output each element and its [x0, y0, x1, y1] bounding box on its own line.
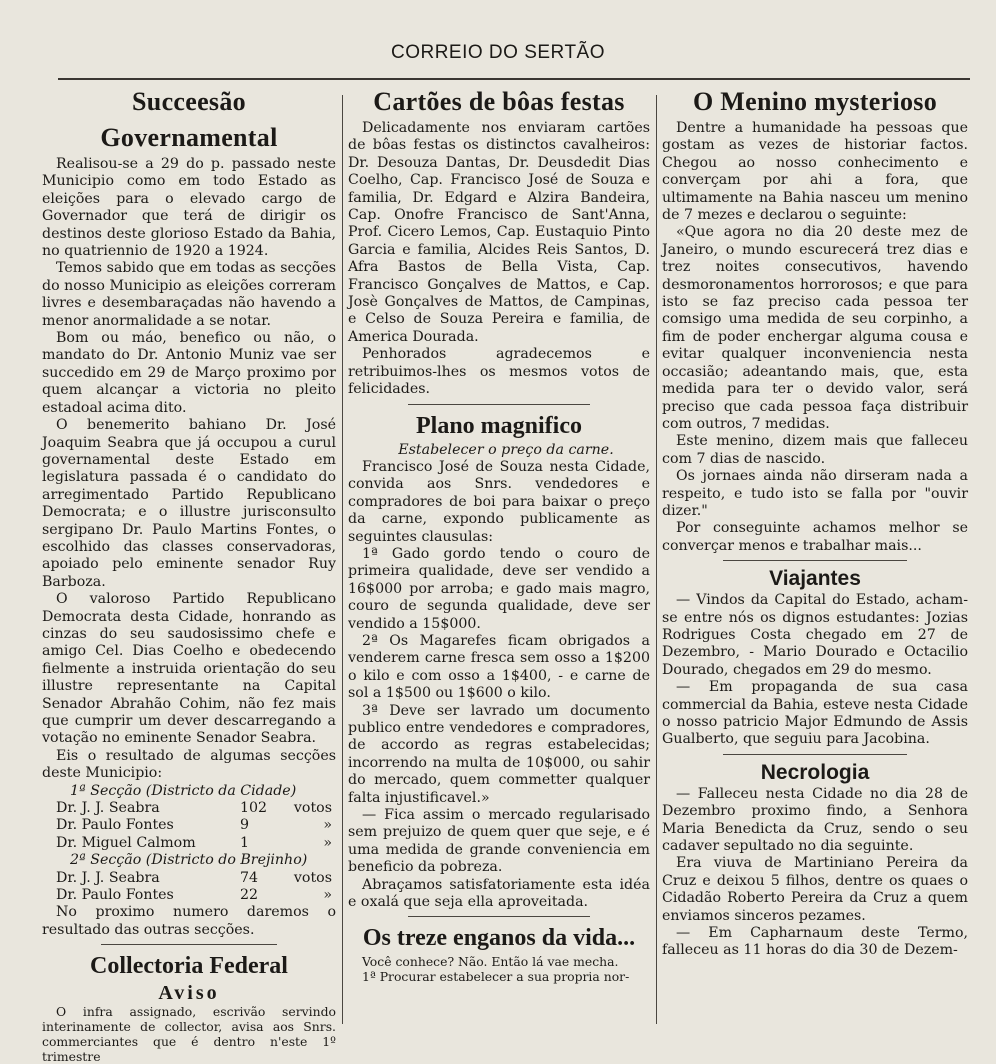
paragraph: Você conhece? Não. Então lá vae mecha. [362, 954, 619, 970]
column-left [42, 84, 336, 1064]
divider [408, 404, 589, 405]
vote-count: 102 [240, 800, 268, 817]
candidate-name: Dr. Paulo Fontes [56, 887, 174, 904]
paragraph: O valoroso Partido Republicano Democrata desta Cidade, honrando as cinzas do seu saudosissimo chefe e amigo Cel. Dias Coelho e obedecendo fielmente a instruida orientação do seu illustre representante na Capital Senador Abrahão Cohim, não fez mais que cumprir um dever descarregando a votação no eminente Senador Seabra. [42, 591, 336, 747]
paragraph: O benemerito bahiano Dr. José Joaquim Seabra que já occupou a curul governamental deste Estado em legislatura passada é o candidato do arregimentado Partido Republicano Democrata; e o illustre jurisconsulto sergipano Dr. Paulo Martins Fontes, o escolhido das classes conservadoras, apoiado pelo eminente senador Ruy Barboza. [42, 417, 336, 590]
article-title: Collectoria Federal [90, 953, 288, 980]
divider [101, 944, 277, 945]
paragraph: Delicadamente nos enviaram cartões de bôas festas os distinctos cavalheiros: Dr. Desouza Dantas, Dr. Deusdedit Dias Coelho, Cap. Francisco José de Souza e familia, Dr. Edgard e Alzira Bandeira, Cap. Onofre Francisco de Sant'Anna, Prof. Cicero Lemos, Cap. Eustaquio Pinto Garcia e familia, Alcides Reis Santos, D. Afra Bastos de Bella Vista, Cap. Francisco Gonçalves de Mattos, e Cap. Josè Gonçalves de Mattos, de Campinas, e Celso de Souza Pereira e familia, de America Dourada. [348, 120, 650, 345]
paragraph: Abraçamos satisfatoriamente esta idéa e oxalá que seja ella aproveitada. [348, 876, 650, 911]
result-row [42, 835, 336, 852]
column-divider [342, 95, 343, 1024]
article-subtitle: Aviso [158, 982, 220, 1005]
paragraph: Dentre a humanidade ha pessoas que gostam as vezes de historiar factos. Chegou ao nosso conhecimento e converçam por ahi a fora, que ultimamente na Bahia nasceu um menino de 7 mezes e declarou o seguinte: [662, 120, 968, 224]
paragraph: Os jornaes ainda não dirseram nada a respeito, e tudo isto se falla por "ouvir dizer." [662, 468, 968, 519]
paragraph: No proximo numero daremos o resultado das outras secções. [42, 904, 336, 938]
paragraph: Penhorados agradecemos e retribuimos-lhes os mesmos votos de felicidades. [348, 346, 650, 398]
paragraph: Francisco José de Souza nesta Cidade, convida aos Snrs. vendedores e compradores de boi para baixar o preço da carne, expondo publicamente as seguintes clausulas: [348, 458, 650, 545]
paragraph: Bom ou máo, benefico ou não, o mandato do Dr. Antonio Muniz vae ser succedido em 29 de Março proximo por quem alcançar a victoria no pleito estadoal acima dito. [42, 330, 336, 416]
vote-unit: » [323, 817, 332, 834]
masthead: CORREIO DO SERTÃO [390, 42, 605, 63]
result-row [42, 887, 336, 904]
article-title: Succeesão Governamental [100, 87, 278, 152]
article-title: Cartões de bôas festas [373, 87, 625, 116]
paragraph: — Falleceu nesta Cidade no dia 28 de Dezembro proximo findo, a Senhora Maria Benedicta da Cruz, sendo o seu cadaver sepultado no dia seguinte. [662, 785, 968, 855]
paragraph: 3ª Deve ser lavrado um documento publico entre vendedores e compradores, de accordo as regras estabelecidas; incorrendo na multa de 10$000, ou sahir do mercado, quem commetter qualquer falta injustificavel.» [348, 702, 650, 806]
divider [723, 754, 907, 755]
top-rule [58, 78, 970, 80]
vote-unit: » [323, 834, 332, 851]
paragraph: «Que agora no dia 20 deste mez de Janeiro, o mundo escurecerá trez dias e trez noites consecutivos, havendo desmoronamentos horrorosos; e que para isto se faz preciso cada pessoa ter comsigo uma medida de seu corpinho, a fim de poder enchergar alguma cousa e evitar qualquer inconveniencia nesta occasião; adeantando mais, que, esta medida para ter o devido valor, será preciso que cada pessoa faça distribuir com outros, 7 medidas. [662, 224, 968, 432]
section-heading: 2ª Secção (Districto do Brejinho) [70, 852, 308, 869]
section-heading: 1ª Secção (Districto da Cidade) [70, 782, 297, 799]
candidate-name: Dr. Miguel Calmom [56, 834, 196, 851]
divider [723, 560, 907, 561]
paragraph: 1ª Procurar estabelecer a sua propria nor- [362, 969, 630, 985]
vote-count: 22 [240, 887, 259, 904]
paragraph: Por conseguinte achamos melhor se converçar menos e trabalhar mais... [662, 520, 968, 554]
article-title: Viajantes [769, 567, 861, 591]
paragraph: — Em Capharnaum deste Termo, falleceu as 11 horas do dia 30 de Dezem- [662, 925, 968, 959]
article-subtitle: Estabelecer o preço da carne. [398, 441, 614, 458]
result-row [42, 870, 336, 887]
result-row [42, 800, 336, 817]
candidate-name: Dr. J. J. Seabra [56, 800, 160, 817]
article-title: Os treze enganos da vida... [362, 925, 636, 952]
paragraph: — Vindos da Capital do Estado, acham-se entre nós os dignos estudantes: Jozias Rodrigues Costa chegado em 27 de Dezembro, - Mario Dourado e Octacilio Dourado, chegados em 29 do mesmo. [662, 592, 968, 678]
candidate-name: Dr. J. J. Seabra [56, 869, 160, 886]
paragraph: 2ª Os Magarefes ficam obrigados a venderem carne fresca sem osso a 1$200 o kilo e com osso a 1$400, - e carne de sol a 1$500 ou 1$600 o kilo. [348, 632, 650, 702]
paragraph: Este menino, dizem mais que falleceu com 7 dias de nascido. [662, 433, 968, 467]
vote-unit: votos [293, 800, 332, 817]
vote-count: 74 [240, 869, 259, 886]
vote-unit: » [323, 887, 332, 904]
divider [408, 916, 589, 917]
vote-count: 9 [240, 817, 250, 834]
candidate-name: Dr. Paulo Fontes [56, 817, 174, 834]
article-title: Plano magnifico [416, 412, 582, 439]
paragraph: Eis o resultado de algumas secções deste Municipio: [42, 747, 336, 782]
vote-count: 1 [240, 834, 250, 851]
result-row [42, 817, 336, 834]
paragraph: Era viuva de Martiniano Pereira da Cruz e deixou 5 filhos, dentre os quaes o Cidadão Roberto Pereira da Cruz a quem enviamos sinceros pezames. [662, 855, 968, 924]
paragraph: — Em propaganda de sua casa commercial da Bahia, esteve nesta Cidade o nosso patricio Major Edmundo de Assis Gualberto, que seguiu para Jacobina. [662, 679, 968, 748]
paragraph: — Fica assim o mercado regularisado sem prejuizo de quem quer que seje, e é uma medida de grande conveniencia em beneficio da pobreza. [348, 807, 650, 876]
vote-unit: votos [293, 869, 332, 886]
paragraph: 1ª Gado gordo tendo o couro de primeira qualidade, deve ser vendido a 16$000 por arroba; e gado mais magro, couro de segunda qualidade, deve ser vendido a 15$000. [348, 545, 650, 632]
column-divider [656, 95, 657, 1024]
paragraph: Realisou-se a 29 do p. passado neste Municipio como em todo Estado as eleições para o elevado cargo de Governador que terá de dirigir os destinos deste glorioso Estado da Bahia, no quatriennio de 1920 a 1924. [42, 156, 336, 260]
paragraph: Temos sabido que em todas as secções do nosso Municipio as eleições correram livres e desembaraçadas não havendo a menor anormalidade a se notar. [42, 260, 336, 329]
article-title: O Menino mysterioso [692, 87, 937, 116]
column-middle [348, 84, 650, 1024]
paragraph: O infra assignado, escrivão servindo interinamente de collector, avisa aos Snrs. commerciantes que é dentro n'este 1º trimestre [42, 1004, 336, 1064]
article-title: Necrologia [760, 760, 870, 784]
column-right [662, 84, 968, 1024]
